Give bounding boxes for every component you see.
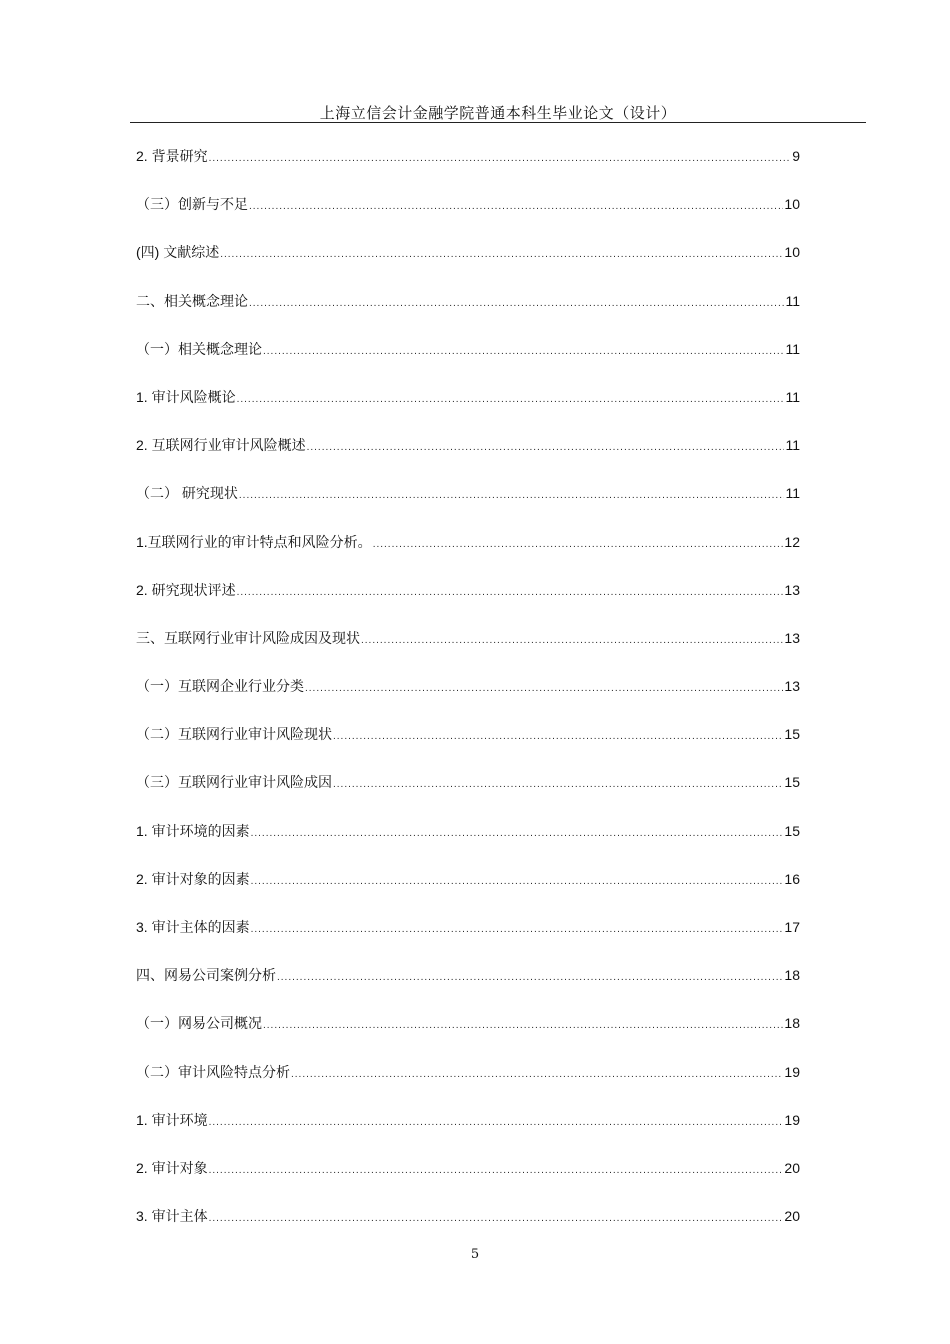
- toc-entry-page: 10: [784, 244, 800, 261]
- table-of-contents: [136, 146, 800, 1254]
- toc-entry[interactable]: [136, 724, 800, 772]
- toc-entry[interactable]: [136, 1158, 800, 1206]
- toc-entry-label: 1. 审计环境: [136, 1111, 208, 1128]
- toc-dot-leader: [237, 587, 784, 598]
- toc-dot-leader: [220, 249, 783, 260]
- toc-entry-page: 15: [784, 774, 800, 791]
- page-header-title: 上海立信会计金融学院普通本科生毕业论文（设计）: [319, 104, 677, 122]
- toc-dot-leader: [291, 1069, 783, 1080]
- toc-entry[interactable]: [136, 917, 800, 965]
- toc-entry[interactable]: [136, 772, 800, 820]
- page-number: 5: [470, 1247, 480, 1262]
- toc-entry-label: （二）互联网行业审计风险现状: [136, 726, 332, 743]
- toc-entry-label: 二、相关概念理论: [136, 292, 248, 309]
- toc-dot-leader: [277, 972, 783, 983]
- toc-entry[interactable]: [136, 821, 800, 869]
- toc-dot-leader: [237, 394, 785, 405]
- toc-entry-label: 3. 审计主体的因素: [136, 919, 250, 935]
- toc-entry-label: 2. 审计对象: [136, 1159, 208, 1176]
- toc-entry-label: (四) 文献综述: [136, 244, 220, 261]
- toc-dot-leader: [251, 924, 784, 935]
- toc-entry-label: （三）互联网行业审计风险成因: [136, 774, 332, 791]
- toc-entry-page: 13: [784, 581, 800, 598]
- toc-entry-page: 15: [784, 822, 800, 839]
- toc-dot-leader: [209, 1213, 784, 1224]
- toc-entry[interactable]: [136, 146, 800, 194]
- toc-entry-page: 19: [784, 1063, 800, 1080]
- toc-entry[interactable]: [136, 194, 800, 242]
- toc-entry-page: 13: [784, 678, 800, 695]
- toc-entry-page: 11: [785, 485, 800, 502]
- toc-entry-page: 20: [784, 1159, 800, 1176]
- toc-entry-page: 18: [784, 967, 800, 984]
- toc-entry-label: 1.互联网行业的审计特点和风险分析。: [136, 533, 372, 550]
- toc-entry-label: （一）网易公司概况: [136, 1015, 262, 1032]
- toc-dot-leader: [263, 1020, 783, 1031]
- toc-dot-leader: [239, 490, 785, 501]
- toc-entry-label: 2. 背景研究: [136, 148, 208, 164]
- toc-entry-page: 13: [784, 629, 800, 646]
- toc-entry-page: 15: [784, 726, 800, 743]
- toc-entry-page: 11: [785, 340, 800, 357]
- toc-entry-page: 12: [784, 533, 800, 550]
- toc-entry[interactable]: [136, 628, 800, 676]
- toc-entry[interactable]: [136, 869, 800, 917]
- toc-entry-page: 16: [784, 870, 800, 887]
- toc-entry-label: 1. 审计环境的因素: [136, 822, 250, 839]
- toc-entry-page: 19: [784, 1111, 800, 1128]
- toc-entry-page: 9: [792, 148, 800, 164]
- toc-dot-leader: [251, 876, 784, 887]
- toc-entry[interactable]: [136, 339, 800, 387]
- toc-dot-leader: [333, 779, 783, 790]
- toc-entry[interactable]: [136, 387, 800, 435]
- toc-dot-leader: [305, 683, 783, 694]
- toc-entry-label: 3. 审计主体: [136, 1208, 208, 1225]
- toc-entry[interactable]: [136, 965, 800, 1013]
- toc-dot-leader: [373, 539, 784, 550]
- toc-dot-leader: [307, 442, 785, 453]
- toc-dot-leader: [251, 828, 784, 839]
- toc-dot-leader: [333, 731, 783, 742]
- toc-entry-label: 2. 审计对象的因素: [136, 870, 250, 887]
- toc-entry-label: 四、网易公司案例分析: [136, 967, 276, 984]
- toc-entry-page: 17: [784, 919, 800, 935]
- toc-entry-page: 11: [785, 292, 800, 309]
- toc-dot-leader: [249, 298, 784, 309]
- toc-dot-leader: [361, 635, 783, 646]
- toc-entry-page: 11: [785, 437, 800, 454]
- header-divider: [130, 122, 866, 123]
- toc-entry[interactable]: [136, 1013, 800, 1061]
- toc-entry[interactable]: [136, 676, 800, 724]
- toc-entry-page: 20: [784, 1208, 800, 1225]
- toc-entry-label: （二） 研究现状: [136, 485, 238, 502]
- toc-dot-leader: [249, 201, 783, 212]
- toc-entry-page: 18: [784, 1015, 800, 1032]
- toc-entry-page: 10: [784, 196, 800, 213]
- toc-entry[interactable]: [136, 1110, 800, 1158]
- toc-entry-label: （三）创新与不足: [136, 196, 248, 213]
- toc-entry[interactable]: [136, 532, 800, 580]
- toc-entry-page: 11: [785, 388, 800, 405]
- toc-entry-label: 2. 互联网行业审计风险概述: [136, 437, 306, 454]
- toc-entry[interactable]: [136, 291, 800, 339]
- toc-entry[interactable]: [136, 1062, 800, 1110]
- toc-entry-label: 2. 研究现状评述: [136, 581, 236, 598]
- toc-entry[interactable]: [136, 242, 800, 290]
- toc-dot-leader: [263, 346, 784, 357]
- toc-entry-label: （一）互联网企业行业分类: [136, 678, 304, 695]
- toc-entry[interactable]: [136, 580, 800, 628]
- toc-entry-label: 三、互联网行业审计风险成因及现状: [136, 629, 360, 646]
- toc-dot-leader: [209, 1165, 784, 1176]
- toc-entry[interactable]: [136, 483, 800, 531]
- toc-dot-leader: [209, 153, 792, 164]
- toc-dot-leader: [209, 1117, 784, 1128]
- toc-entry-label: （一）相关概念理论: [136, 340, 262, 357]
- toc-entry-label: 1. 审计风险概论: [136, 388, 236, 405]
- toc-entry-label: （二）审计风险特点分析: [136, 1063, 290, 1080]
- toc-entry[interactable]: [136, 435, 800, 483]
